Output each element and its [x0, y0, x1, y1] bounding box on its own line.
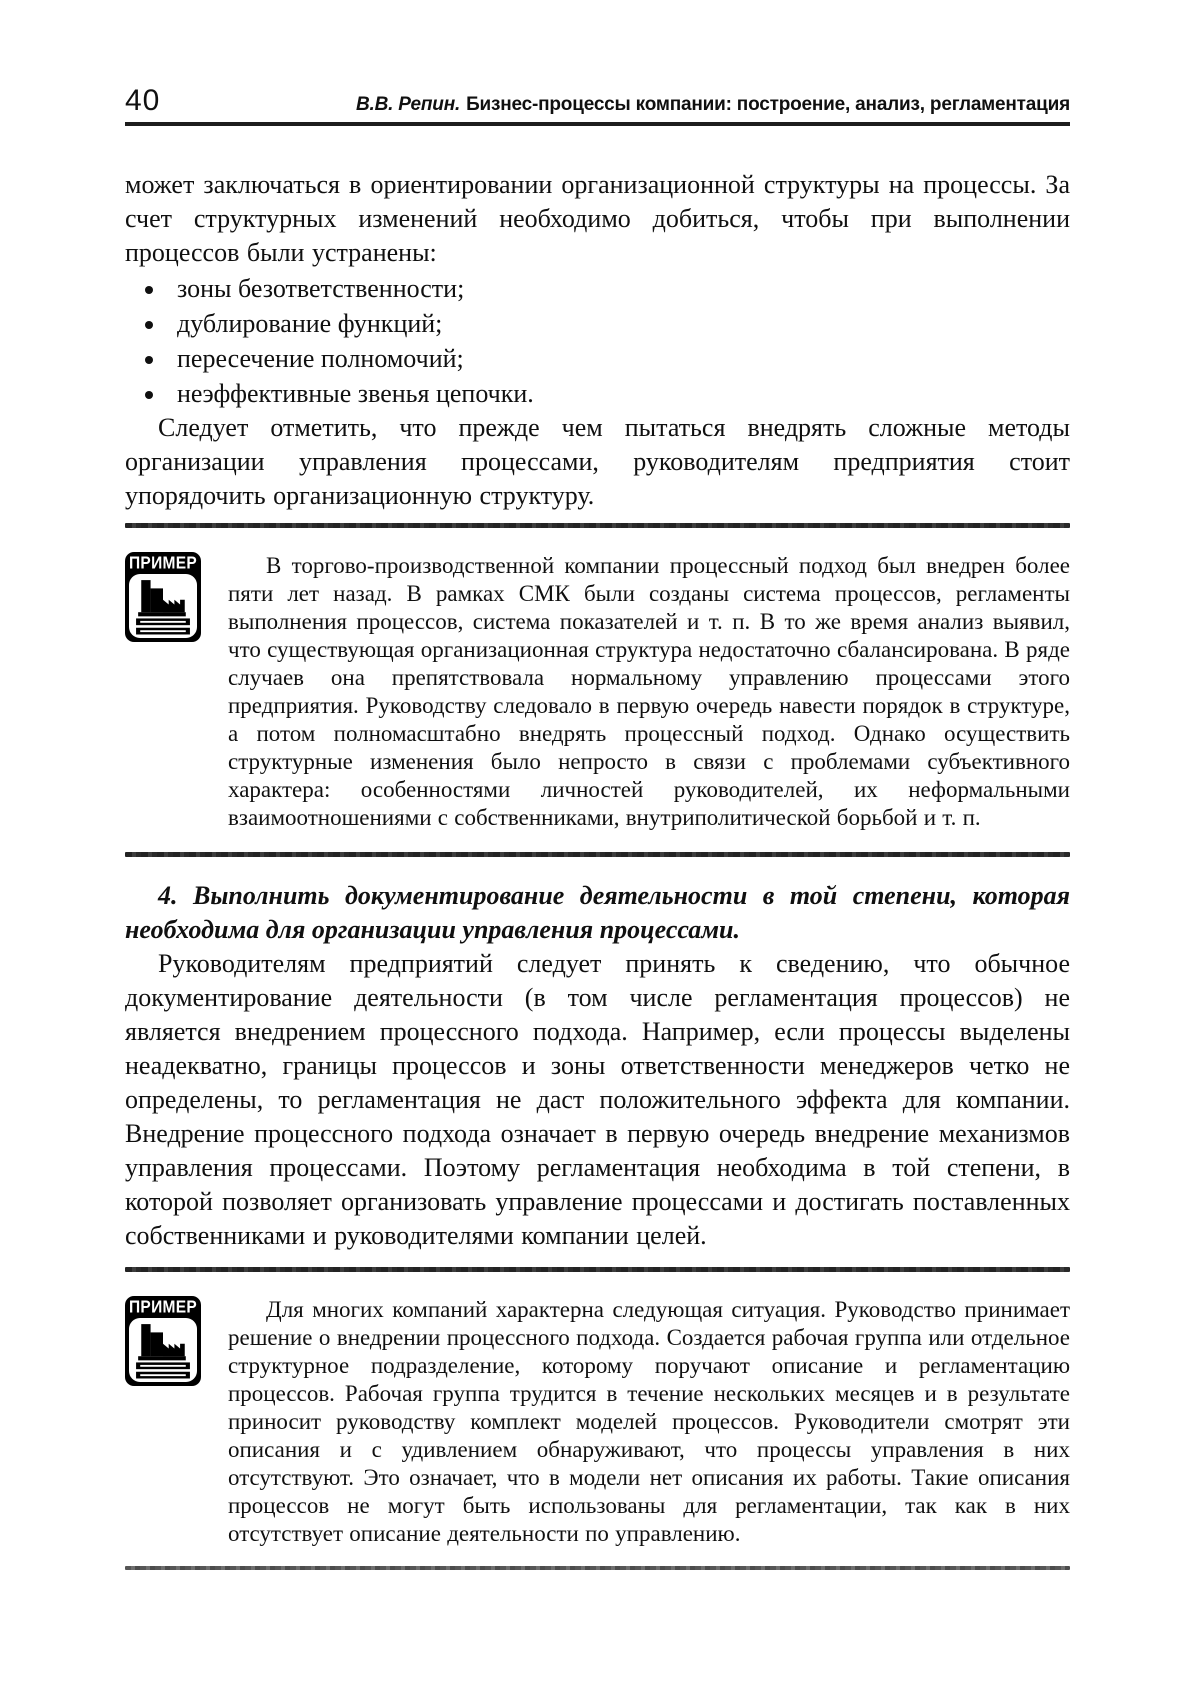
- example-block-1: [125, 552, 1070, 832]
- primer-badge-label-2: ПРИМЕР: [128, 1297, 197, 1318]
- factory-icon: [129, 1318, 197, 1382]
- running-header-book-title: Бизнес-процессы компании: построение, анализ, регламентация: [466, 94, 1070, 115]
- paragraph-main: Руководителям предприятий следует принять к сведению, что обычное документирование деятельности (в том числе регламентация процессов) не является внедрением процессного подхода. Например, если процессы выделены неадекватно, границы процессов и зоны ответственности менеджеров четко не определены, то регламентация не даст положительного эффекта для компании. Внедрение процессного подхода означает в первую очередь внедрение механизмов управления процессами. Поэтому регламентация необходима в той степени, в которой позволяет организовать управление процессами и достигать поставленных собственниками и руководителями компании целей.: [125, 949, 1070, 1250]
- section-rule-2: [125, 852, 1070, 857]
- bullet-item-2: • дублирование функций;: [167, 306, 1070, 341]
- running-header: [125, 86, 1070, 126]
- example-block-2: [125, 1296, 1070, 1548]
- primer-badge-label-1: ПРИМЕР: [128, 553, 197, 574]
- primer-badge-2: [125, 1296, 201, 1386]
- example-text-1: В торгово-производственной компании процессный подход был внедрен более пяти лет назад. В рамках СМК были созданы система процессов, регламенты выполнения процессов, система показателей и т. п. В то же время анализ выявил, что существующая организационная структура недостаточно сбалансирована. В ряде случаев она препятствовала нормальному управлению процессами этого предприятия. Руководству следовало в первую очередь навести порядок в структуре, а потом полномасштабно внедрять процессный подход. Однако осуществить структурные изменения было непросто в связи с проблемами субъективного характера: особенностями личностей руководителей, их неформальными взаимоотношениями с собственниками, внутриполитической борьбой и т. п.: [228, 553, 1070, 830]
- page-content: [125, 86, 1070, 1570]
- factory-icon: [129, 574, 197, 638]
- running-header-title: [356, 93, 1070, 117]
- paragraph-note: Следует отметить, что прежде чем пытаться внедрять сложные методы организации управления процессами, руководителям предприятия стоит упорядочить организационную структуру.: [125, 413, 1070, 510]
- section-heading-4: 4. Выполнить документирование деятельности в той степени, которая необходима для организации управления процессами.: [125, 881, 1070, 944]
- section-rule-3: [125, 1267, 1070, 1272]
- example-text-2: Для многих компаний характерна следующая ситуация. Руководство принимает решение о внедрении процессного подхода. Создается рабочая группа или отдельное структурное подразделение, которому поручают описание и регламентацию процессов. Рабочая группа трудится в течение нескольких месяцев и в результате приносит руководству комплект моделей процессов. Руководители смотрят эти описания и с удивлением обнаруживают, что процессы управления в них отсутствуют. Это означает, что в модели нет описания их работы. Такие описания процессов не могут быть использованы для регламентации, так как в них отсутствует описание деятельности по управлению.: [228, 1297, 1070, 1546]
- paragraph-intro: может заключаться в ориентировании организационной структуры на процессы. За счет структурных изменений необходимо добиться, чтобы при выполнении процессов были устранены:: [125, 170, 1070, 267]
- bullet-list: [125, 271, 1070, 411]
- bullet-item-4: • неэффективные звенья цепочки.: [167, 376, 1070, 411]
- primer-badge-1: [125, 552, 201, 642]
- bottom-rule: [125, 1566, 1070, 1570]
- bullet-item-3: • пересечение полномочий;: [167, 341, 1070, 376]
- page-number: 40: [125, 84, 161, 117]
- bullet-item-1: • зоны безответственности;: [167, 271, 1070, 306]
- running-header-author: В.В. Репин.: [356, 94, 461, 115]
- section-rule-1: [125, 523, 1070, 528]
